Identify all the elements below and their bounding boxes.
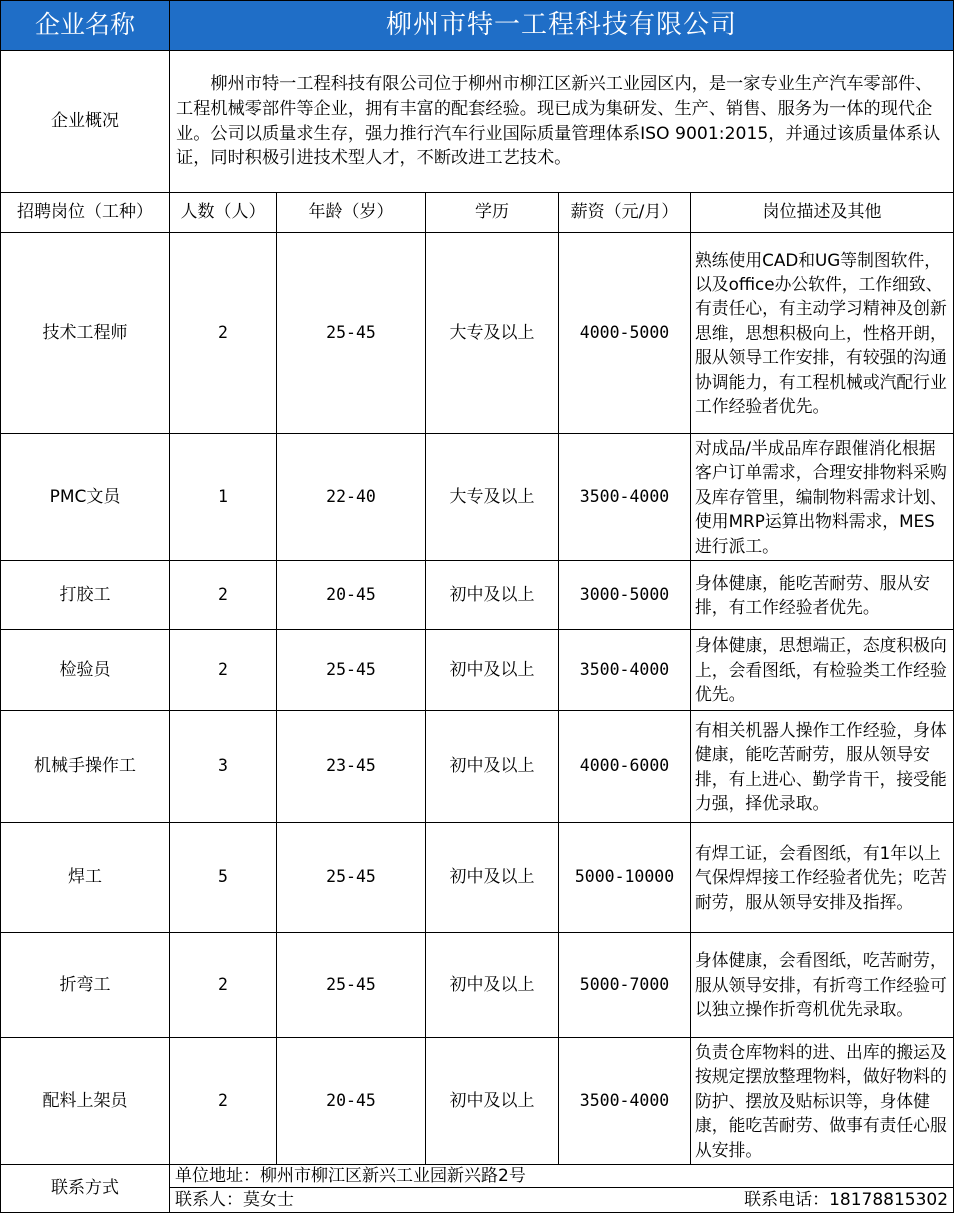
job-description: 身体健康，能吃苦耐劳、服从安排，有工作经验者优先。 [691, 561, 954, 630]
job-position: 打胶工 [1, 561, 170, 630]
job-position: 检验员 [1, 630, 170, 711]
job-age: 25-45 [277, 630, 426, 711]
job-age: 20-45 [277, 561, 426, 630]
contact-person-cell [170, 1188, 954, 1213]
job-education: 初中及以上 [426, 561, 559, 630]
job-education: 初中及以上 [426, 823, 559, 933]
overview-row [1, 51, 954, 193]
job-position: PMC文员 [1, 434, 170, 561]
company-name: 柳州市特一工程科技有限公司 [170, 1, 954, 51]
overview-text: 柳州市特一工程科技有限公司位于柳州市柳江区新兴工业园区内，是一家专业生产汽车零部件、工程机械零部件等企业，拥有丰富的配套经验。现已成为集研发、生产、销售、服务为一体的现代企业。公司以质量求生存，强力推行汽车行业国际质量管理体系ISO 9001:2015，并通过该质量体系认证，同时积极引进技术型人才，不断改进工艺技术。 [176, 74, 941, 169]
job-count: 2 [170, 561, 277, 630]
overview-label: 企业概况 [1, 51, 170, 193]
contact-address: 单位地址：柳州市柳江区新兴工业园新兴路2号 [170, 1165, 954, 1188]
job-salary: 4000-6000 [559, 711, 691, 823]
job-salary: 4000-5000 [559, 233, 691, 434]
job-education: 初中及以上 [426, 1038, 559, 1165]
job-age: 22-40 [277, 434, 426, 561]
job-description: 对成品/半成品库存跟催消化根据客户订单需求，合理安排物料采购及库存管里，编制物料需求计划、使用MRP运算出物料需求，MES进行派工。 [691, 434, 954, 561]
column-header-position: 招聘岗位（工种） [1, 193, 170, 233]
column-header-row [1, 193, 954, 233]
job-age: 25-45 [277, 823, 426, 933]
table-row [1, 233, 954, 434]
column-header-education: 学历 [426, 193, 559, 233]
job-description: 身体健康，思想端正，态度积极向上，会看图纸，有检验类工作经验优先。 [691, 630, 954, 711]
job-count: 3 [170, 711, 277, 823]
table-row [1, 561, 954, 630]
contact-person: 联系人：莫女士 [175, 1190, 294, 1211]
job-description: 身体健康，会看图纸，吃苦耐劳，服从领导安排，有折弯工作经验可以独立操作折弯机优先录取。 [691, 933, 954, 1038]
job-count: 2 [170, 933, 277, 1038]
job-position: 机械手操作工 [1, 711, 170, 823]
table-row [1, 823, 954, 933]
company-name-label: 企业名称 [1, 1, 170, 51]
job-position: 焊工 [1, 823, 170, 933]
job-age: 25-45 [277, 933, 426, 1038]
job-salary: 3000-5000 [559, 561, 691, 630]
job-education: 初中及以上 [426, 711, 559, 823]
job-description: 负责仓库物料的进、出库的搬运及按规定摆放整理物料，做好物料的防护、摆放及贴标识等，身体健康，能吃苦耐劳、做事有责任心服从安排。 [691, 1038, 954, 1165]
column-header-description: 岗位描述及其他 [691, 193, 954, 233]
job-education: 初中及以上 [426, 630, 559, 711]
job-count: 2 [170, 630, 277, 711]
table-row [1, 711, 954, 823]
job-age: 25-45 [277, 233, 426, 434]
column-header-salary: 薪资（元/月） [559, 193, 691, 233]
job-education: 大专及以上 [426, 233, 559, 434]
column-header-count: 人数（人） [170, 193, 277, 233]
job-salary: 3500-4000 [559, 1038, 691, 1165]
table-row [1, 630, 954, 711]
job-age: 23-45 [277, 711, 426, 823]
job-education: 大专及以上 [426, 434, 559, 561]
job-salary: 3500-4000 [559, 434, 691, 561]
header-row [1, 1, 954, 51]
job-count: 5 [170, 823, 277, 933]
job-age: 20-45 [277, 1038, 426, 1165]
table-row [1, 1038, 954, 1165]
job-description: 熟练使用CAD和UG等制图软件，以及office办公软件，工作细致、有责任心，有主动学习精神及创新思维，思想积极向上，性格开朗，服从领导工作安排，有较强的沟通协调能力，有工程机械或汽配行业工作经验者优先。 [691, 233, 954, 434]
job-description: 有相关机器人操作工作经验，身体健康，能吃苦耐劳，服从领导安排，有上进心、勤学肯干，接受能力强，择优录取。 [691, 711, 954, 823]
job-count: 2 [170, 233, 277, 434]
table-row [1, 434, 954, 561]
contact-label: 联系方式 [1, 1165, 170, 1213]
overview-text-cell [170, 51, 954, 193]
job-count: 2 [170, 1038, 277, 1165]
job-description: 有焊工证，会看图纸，有1年以上气保焊焊接工作经验者优先；吃苦耐劳，服从领导安排及指挥。 [691, 823, 954, 933]
job-position: 技术工程师 [1, 233, 170, 434]
contact-phone: 联系电话：18178815302 [744, 1190, 949, 1211]
job-position: 配料上架员 [1, 1038, 170, 1165]
job-salary: 3500-4000 [559, 630, 691, 711]
job-salary: 5000-10000 [559, 823, 691, 933]
contact-row [1, 1165, 954, 1188]
job-count: 1 [170, 434, 277, 561]
job-education: 初中及以上 [426, 933, 559, 1038]
table-row [1, 933, 954, 1038]
job-salary: 5000-7000 [559, 933, 691, 1038]
job-position: 折弯工 [1, 933, 170, 1038]
column-header-age: 年龄（岁） [277, 193, 426, 233]
